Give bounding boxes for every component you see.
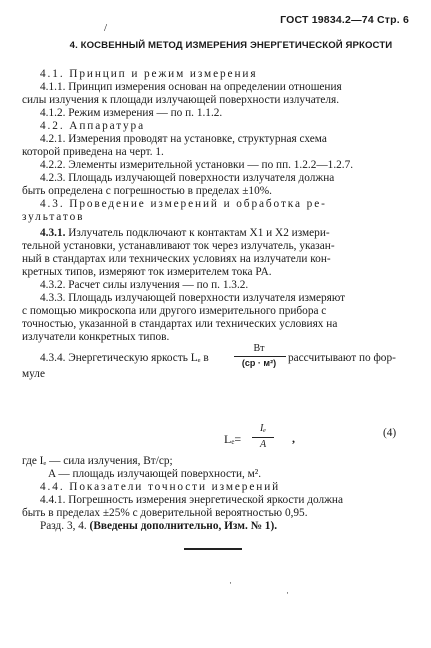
paragraph-line: 4.1.1. Принцип измерения основан на определении отношения	[40, 81, 342, 93]
subsection-heading: 4.3. Проведение измерений и обработка ре-	[40, 198, 327, 210]
paragraph-line: силы излучения к площади излучающей поверхности излучателя.	[22, 94, 340, 106]
equation-denominator: A	[259, 439, 267, 450]
amendment-note: (Введены дополнительно, Изм. № 1).	[86, 520, 278, 532]
paragraph-line: 4.4.1. Погрешность измерения энергетической яркости должна	[40, 494, 343, 506]
fraction-bar	[234, 356, 286, 357]
fraction-bar	[252, 437, 274, 438]
paragraph-line: A — площадь излучающей поверхности, м².	[48, 468, 262, 480]
paragraph-line: 4.2.2. Элементы измерительной установки — по пп. 1.2.2—1.2.7.	[40, 159, 354, 171]
subsection-heading: 4.2. Аппаратура	[40, 120, 146, 132]
subsection-heading: 4.4. Показатели точности измерений	[40, 481, 281, 493]
specks: ·	[229, 578, 232, 588]
amendment-ref: Разд. 3, 4.	[40, 520, 87, 532]
paragraph-line: муле	[22, 368, 45, 380]
paragraph-line: 4.3.3. Площадь излучающей поверхности излучателя измеряют	[40, 292, 346, 304]
end-rule	[184, 548, 242, 550]
paragraph-line: быть в пределах ±25% с доверительной вероятностью 0,95.	[22, 507, 308, 519]
paragraph-line: тельной установки, устанавливают ток через излучатель, указан-	[22, 240, 335, 252]
clause-text: Излучатель подключают к контактам X1 и X2 измери-	[65, 227, 330, 239]
paragraph-line	[40, 227, 330, 240]
paragraph-line: 4.1.2. Режим измерения — по п. 1.1.2.	[40, 107, 223, 119]
paragraph-line: которой приведена на черт. 1.	[22, 146, 164, 158]
paragraph-line: 4.3.4. Энергетическую яркость Lₑ в	[40, 352, 209, 364]
paragraph-line: 4.3.2. Расчет силы излучения — по п. 1.3.2.	[40, 279, 249, 291]
paragraph-line	[40, 520, 277, 533]
equation-comma: ,	[292, 431, 295, 445]
paragraph-line: излучатели конкретных типов.	[22, 331, 170, 343]
clause-number: 4.3.1.	[40, 227, 66, 239]
paragraph-line: кретных типов, измеряют ток измерителем тока PA.	[22, 266, 272, 278]
paragraph-line: 4.2.1. Измерения проводят на установке, структурная схема	[40, 133, 327, 145]
equation-numerator: Iₑ	[260, 423, 266, 434]
equation	[224, 423, 344, 457]
specks: ·	[286, 588, 289, 598]
paragraph-line: ный в стандартах или технических условиях на излучатели кон-	[22, 253, 331, 265]
paragraph-line: точностью, указанной в стандартах или технических условиях на	[22, 318, 338, 330]
equation-number: (4)	[383, 427, 397, 439]
paragraph-line: где Iₑ — сила излучения, Вт/ср;	[22, 455, 173, 467]
paragraph-line: быть определена с погрешностью в пределах ±10%.	[22, 185, 272, 197]
subsection-heading: зультатов	[22, 211, 85, 223]
equation-lhs: Lₑ=	[224, 432, 242, 446]
page-header: ГОСТ 19834.2—74 Стр. 6	[280, 14, 409, 26]
paragraph-line: с помощью микроскопа или другого измерительного прибора с	[22, 305, 327, 317]
pen-mark: /	[104, 22, 108, 34]
unit-numerator: Вт	[253, 343, 265, 354]
subsection-heading: 4.1. Принцип и режим измерения	[40, 68, 258, 80]
paragraph-line: 4.2.3. Площадь излучающей поверхности излучателя должна	[40, 172, 335, 184]
paragraph-line: рассчитывают по фор-	[288, 352, 396, 364]
unit-fraction	[232, 343, 286, 373]
section-title: 4. КОСВЕННЫЙ МЕТОД ИЗМЕРЕНИЯ ЭНЕРГЕТИЧЕСКОЙ ЯРКОСТИ	[69, 40, 393, 51]
unit-denominator: (ср · м²)	[241, 358, 277, 368]
